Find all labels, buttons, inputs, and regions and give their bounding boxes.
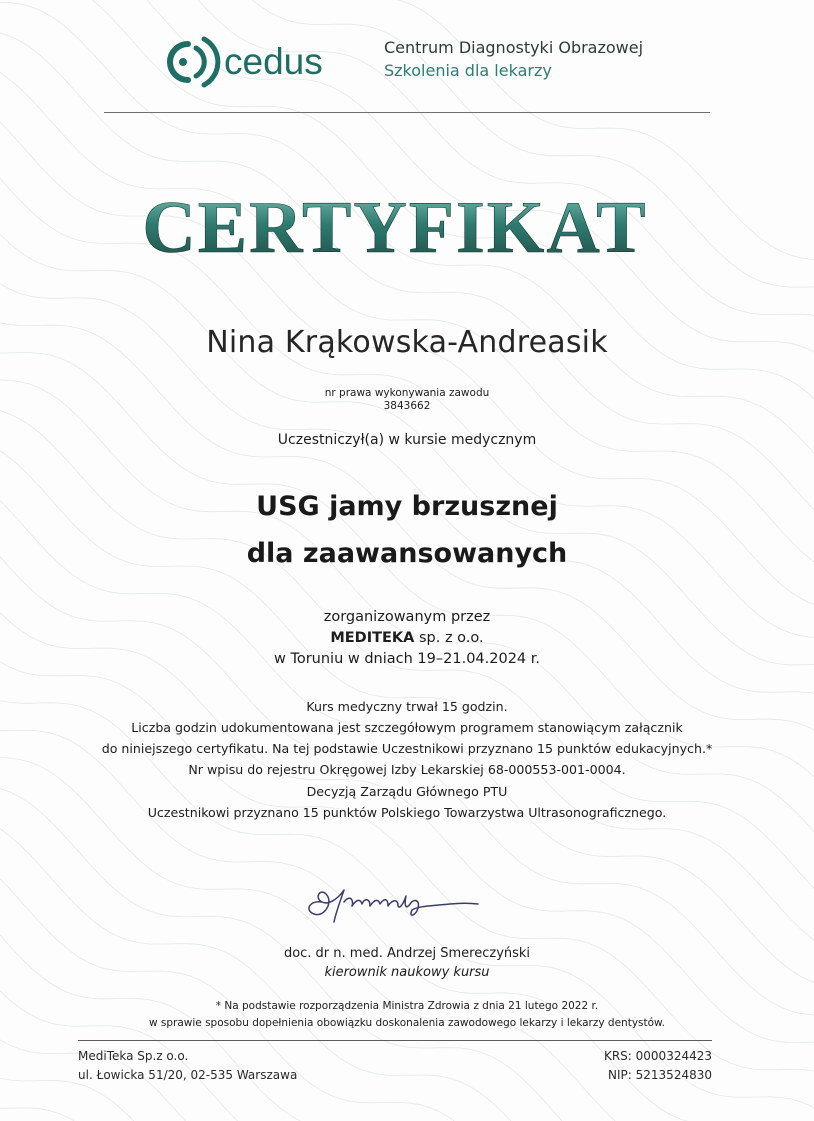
ptu-line: Uczestnikowi przyznano 15 punktów Polskiego Towarzystwa Ultrasonograficznego. xyxy=(147,805,667,820)
footnote-line: * Na podstawie rozporządzenia Ministra Zdrowia z dnia 21 lutego 2022 r. xyxy=(215,1000,599,1012)
license-number: 3843662 xyxy=(383,400,431,412)
company-name: MediTeka Sp.z o.o. xyxy=(78,1049,189,1063)
course-details xyxy=(0,696,814,780)
guilloche-line xyxy=(0,1107,814,1121)
guilloche-line xyxy=(0,30,814,535)
course-title xyxy=(0,483,814,577)
course-title-line-1: USG jamy brzusznej xyxy=(256,491,558,522)
footer-divider xyxy=(78,1040,712,1041)
organizer-name: MEDITEKA xyxy=(330,630,415,646)
details-line: Liczba godzin udokumentowana jest szczegółowym programem stanowiącym załącznik xyxy=(131,720,683,735)
course-place-date: w Toruniu w dniach 19–21.04.2024 r. xyxy=(273,651,541,667)
header-divider xyxy=(104,112,710,113)
ptu-points xyxy=(0,781,814,823)
participation-text: Uczestniczył(a) w kursie medycznym xyxy=(277,432,537,448)
cedus-logo xyxy=(158,30,348,94)
footnote-line: w sprawie sposobu dopełnienia obowiązku doskonalenia zawodowego lekarzy i lekarzy dentystów. xyxy=(148,1017,666,1029)
details-line: Nr wpisu do rejestru Okręgowej Izby Lekarskiej 68-000553-001-0004. xyxy=(188,762,626,777)
organized-by: zorganizowanym przez xyxy=(323,609,491,625)
signer-role: kierownik naukowy kursu xyxy=(324,965,490,980)
title-text: CERTYFIKAT xyxy=(142,187,648,269)
guilloche-line xyxy=(0,970,814,1121)
footnote xyxy=(0,998,814,1032)
handwritten-signature xyxy=(300,876,490,928)
org-subtitle: Szkolenia dla lekarzy xyxy=(384,61,552,80)
license-label: nr prawa wykonywania zawodu xyxy=(324,387,490,399)
krs-number: KRS: 0000324423 xyxy=(603,1049,712,1063)
footer-company-info xyxy=(78,1047,297,1085)
course-title-line-2: dla zaawansowanych xyxy=(246,538,568,569)
nip-number: NIP: 5213524830 xyxy=(608,1068,712,1082)
org-name: Centrum Diagnostyki Obrazowej xyxy=(384,38,644,57)
organizer xyxy=(0,630,814,646)
details-line: Kurs medyczny trwał 15 godzin. xyxy=(306,699,508,714)
footer-registry-info xyxy=(604,1047,712,1085)
company-address: ul. Łowicka 51/20, 02-535 Warszawa xyxy=(78,1068,298,1082)
logo-text: cedus xyxy=(224,41,323,82)
signer-name: doc. dr n. med. Andrzej Smereczyński xyxy=(283,946,531,961)
certificate-title xyxy=(0,180,814,270)
ptu-line: Decyzją Zarządu Głównego PTU xyxy=(306,784,508,799)
details-line: do niniejszego certyfikatu. Na tej podstawie Uczestnikowi przyznano 15 punktów edukacyjnych.* xyxy=(101,741,713,756)
organizer-suffix: sp. z o.o. xyxy=(414,630,484,646)
participant-name: Nina Krąkowska-Andreasik xyxy=(206,325,608,360)
